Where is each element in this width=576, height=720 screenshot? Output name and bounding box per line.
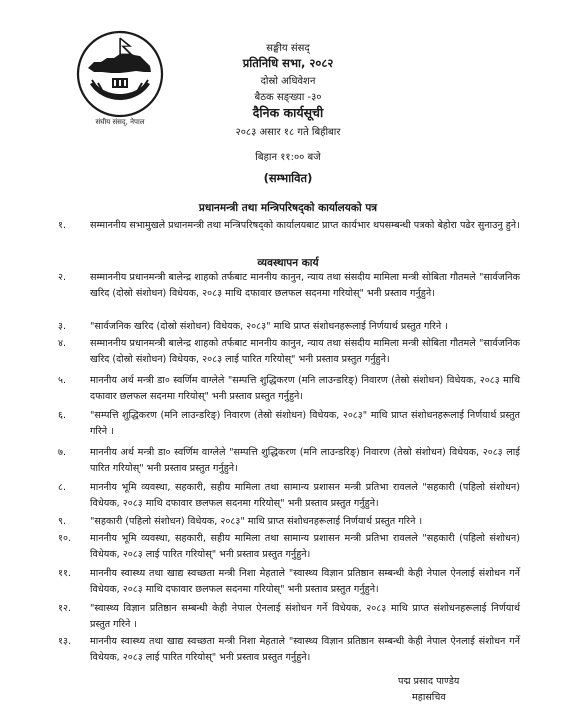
agenda-item-number: ४. <box>58 338 67 349</box>
agenda-item-number: ६. <box>58 410 67 421</box>
agenda-item-number: ११. <box>58 568 72 579</box>
agenda-item-text: माननीय भूमि व्यवस्था, सहकारी, सहीय मामिला तथा सामान्य प्रशासन मन्त्री प्रतिभा रावलले "सहकारी (पहिलो संशोधन) विधेयक, २०८३ माथि दफावार छलफल सदनमा गरियोस्" भनी प्रस्ताव प्रस्तुत गर्नुहुने। <box>90 482 520 509</box>
section-title-pm-office: प्रधानमन्त्री तथा मन्त्रिपरिषद्को कार्यालयको पत्र <box>198 202 378 214</box>
tentative-label: (सम्भावित) <box>263 171 313 185</box>
agenda-item-number: २. <box>58 272 67 283</box>
agenda-item-text: सम्माननीय सभामुखले प्रधानमन्त्री तथा मन्त्रिपरिषद्को कार्यालयबाट प्राप्त कार्यभार थपसम्बन्धी पत्रको बेहोरा पढेर सुनाउनु हुने। <box>90 220 520 231</box>
agenda-item-number: ३. <box>58 321 67 332</box>
meeting-number: बैठक सङ्ख्या -३० <box>254 92 322 103</box>
parliament-name: सङ्घीय संसद् <box>266 43 310 54</box>
session-name: दोस्रो अधिवेशन <box>260 76 316 87</box>
agenda-item-number: १०. <box>58 533 72 544</box>
agenda-item-number: १३. <box>58 636 72 647</box>
agenda-item-number: ९. <box>58 516 67 527</box>
signatory-title: महासचिव <box>412 692 446 703</box>
agenda-item-text: माननीय अर्थ मन्त्री डा० स्वर्णिम वाग्लेले "सम्पत्ति शुद्धिकरण (मनि लाउन्डरिङ्) निवारण (तेस्रो संशोधन) विधेयक, २०८३ लाई पारित गरियोस्" भनी प्रस्ताव प्रस्तुत गर्नुहुने। <box>90 447 520 474</box>
agenda-item-text: माननीय भूमि व्यवस्था, सहकारी, सहीय मामिला तथा सामान्य प्रशासन मन्त्री प्रतिभा रावलले "सहकारी (पहिलो संशोधन) विधेयक, २०८३ लाई पारित गरियोस्" भनी प्रस्ताव प्रस्तुत गर्नुहुने। <box>90 533 520 560</box>
meeting-date: २०८३ असार १८ गते बिहीबार <box>235 127 341 138</box>
agenda-item-text: "स्वास्थ्य विज्ञान प्रतिष्ठान सम्बन्धी केही नेपाल ऐनलाई संशोधन गर्ने विधेयक, २०८३ माथि प्राप्त संशोधनहरूलाई निर्णयार्थ प्रस्तुत गरिने । <box>90 603 520 630</box>
agenda-item-text: सम्माननीय प्रधानमन्त्री बालेन्द्र शाहको तर्फबाट माननीय कानुन, न्याय तथा संसदीय मामिला मन्त्री सोबिता गौतमले "सार्वजनिक खरिद (दोस्रो संशोधन) विधेयक, २०८३ माथि दफावार छलफल सदनमा गरियोस्" भनी प्रस्ताव गर्नुहुने। <box>90 272 520 299</box>
signatory-name: पद्म प्रसाद पाण्डेय <box>398 676 460 687</box>
agenda-item-text: "सार्वजनिक खरिद (दोस्रो संशोधन) विधेयक, २०८३" माथि प्राप्त संशोधनहरूलाई निर्णयार्थ प्रस्तुत गरिने । <box>90 321 448 332</box>
agenda-item-text: "सहकारी (पहिलो संशोधन) विधेयक, २०८३" माथि प्राप्त संशोधनहरूलाई निर्णयार्थ प्रस्तुत गरिने । <box>90 516 423 527</box>
agenda-item-number: ५. <box>58 375 67 386</box>
meeting-time: बिहान ११:०० बजे <box>255 152 321 163</box>
agenda-item-number: १२. <box>58 603 72 614</box>
agenda-item-number: ८. <box>58 482 67 493</box>
agenda-item-number: ७. <box>58 447 67 458</box>
document-title: दैनिक कार्यसूची <box>252 105 324 120</box>
agenda-item-text: "सम्पत्ति शुद्धिकरण (मनि लाउन्डरिङ्) निवारण (तेस्रो संशोधन) विधेयक, २०८३" माथि प्राप्त संशोधनहरूलाई निर्णयार्थ प्रस्तुत गरिने । <box>90 410 520 437</box>
agenda-item-text: माननीय स्वास्थ्य तथा खाद्य स्वच्छता मन्त्री निशा मेहताले "स्वास्थ्य विज्ञान प्रतिष्ठान सम्बन्धी केही नेपाल ऐनलाई संशोधन गर्ने विधेयक, २०८३ माथि दफावार छलफल सदनमा गरियोस्" भनी प्रस्ताव प्रस्तुत गर्नुहुने। <box>90 568 520 595</box>
agenda-item-number: १. <box>58 220 67 231</box>
emblem-caption: संघीय संसद्, नेपाल <box>95 118 145 126</box>
agenda-item-text: माननीय स्वास्थ्य तथा खाद्य स्वच्छता मन्त्री निशा मेहताले "स्वास्थ्य विज्ञान प्रतिष्ठान सम्बन्धी केही नेपाल ऐनलाई संशोधन गर्ने विधेयक, २०८३ लाई पारित गरियोस्" भनी प्रस्ताव प्रस्तुत गर्नुहुने। <box>90 636 520 663</box>
agenda-item-text: सम्माननीय प्रधानमन्त्री बालेन्द्र शाहको तर्फबाट माननीय कानुन, न्याय तथा संसदीय मामिला मन्त्री सोबिता गौतमले "सार्वजनिक खरिद (दोस्रो संशोधन) विधेयक, २०८३ लाई पारित गरियोस्" भनी प्रस्ताव प्रस्तुत गर्नुहुने। <box>90 338 520 365</box>
section-title-legislation: व्यवस्थापन कार्य <box>257 257 319 269</box>
agenda-item-text: माननीय अर्थ मन्त्री डा० स्वर्णिम वाग्लेले "सम्पत्ति शुद्धिकरण (मनि लाउन्डरिङ्) निवारण (तेस्रो संशोधन) विधेयक, २०८३ माथि दफावार छलफल सदनमा गरियोस्" भनी प्रस्ताव प्रस्तुत गर्नुहुने। <box>90 375 520 402</box>
house-name: प्रतिनिधि सभा, २०८२ <box>242 56 334 70</box>
